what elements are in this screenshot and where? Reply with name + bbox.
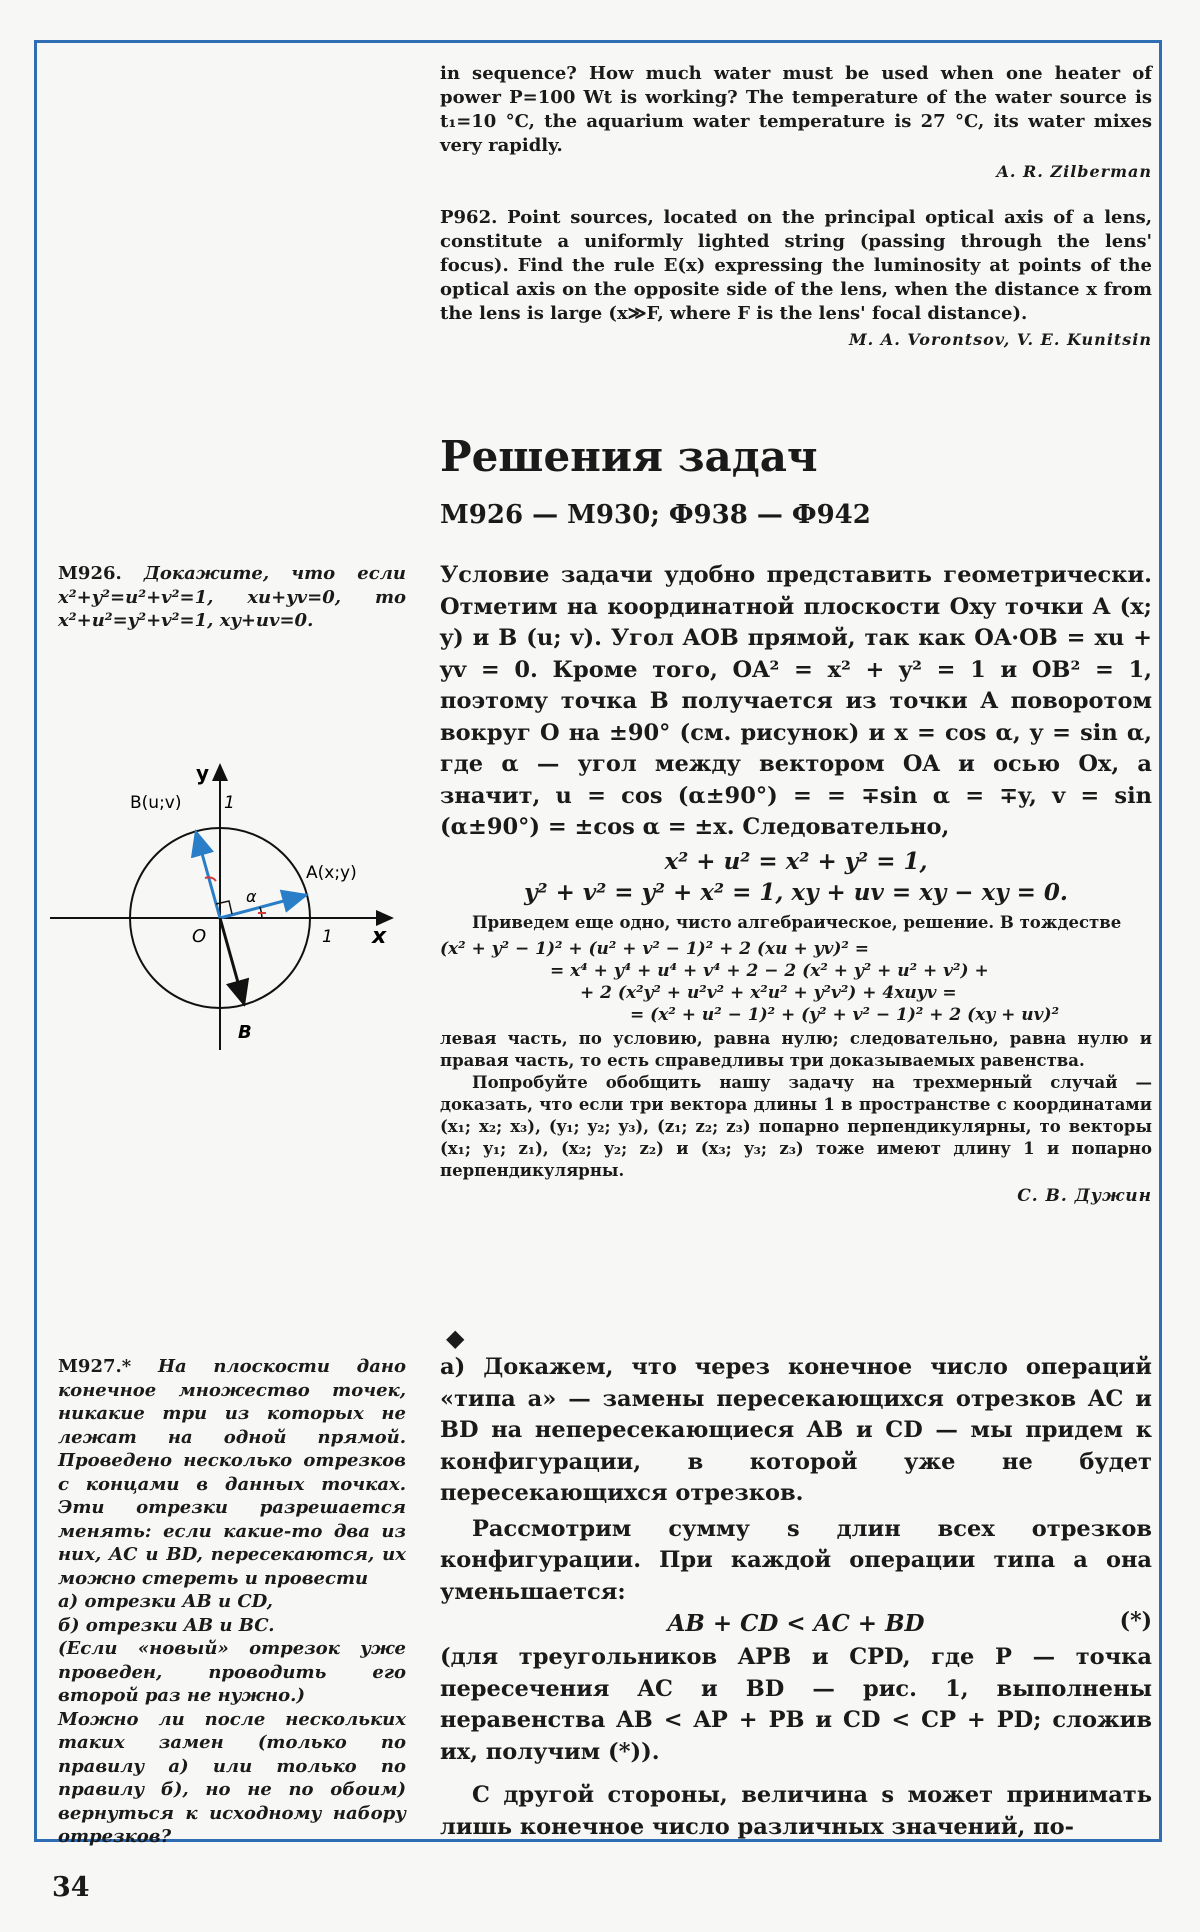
label-alpha: α bbox=[246, 887, 257, 906]
section-title: Решения задач bbox=[440, 432, 818, 481]
m926-statement-text: Докажите, что если x²+y²=u²+v²=1, xu+yv=0, то x²+u²=y²+v²=1, xy+uv=0. bbox=[58, 563, 406, 631]
vector-ob-top bbox=[196, 832, 220, 918]
p962-problem bbox=[440, 206, 1152, 349]
m926-identity-3: + 2 (x²y² + u²v² + x²u² + y²v²) + 4xuyv = bbox=[580, 982, 957, 1003]
m926-id: М926. bbox=[58, 563, 122, 584]
m926-alt-conclusion: левая часть, по условию, равна нулю; следовательно, равна нулю и правая часть, то есть справедливы три доказываемых равенства. bbox=[440, 1028, 1152, 1070]
p962-text: Point sources, located on the principal optical axis of a lens, constitute a uniformly lighted string (passing through the lens' focus). Find the rule E(x) expressing the luminosity at points of the optical axis on the opposite side of the lens, when the distance x from the lens is large (x≫F, where F is the lens' focal distance). bbox=[440, 207, 1152, 324]
label-y: y bbox=[196, 761, 210, 785]
m927-question: Можно ли после нескольких таких замен (только по правилу а) или только по правилу б), но не по обоим) вернуться к исходному набору отрезков? bbox=[58, 1708, 406, 1847]
m927-formula-tag: (*) bbox=[1119, 1608, 1152, 1634]
p961-text: in sequence? How much water must be used when one heater of power P=100 Wt is working? The temperature of the water source is t₁=10 °C, the aquarium water temperature is 27 °C, its water mixes very rapidly. bbox=[440, 63, 1152, 156]
label-a: A(x;y) bbox=[306, 863, 357, 883]
m927-formula: AB + CD < AC + BD bbox=[667, 1610, 925, 1637]
m927-solution bbox=[440, 1352, 1152, 1843]
label-b: B bbox=[238, 1022, 252, 1043]
unit-circle-figure bbox=[40, 750, 410, 1060]
m926-author: С. В. Дужин bbox=[1017, 1185, 1152, 1206]
m927-formula-row bbox=[440, 1608, 1152, 1642]
m927-solution-p2: Рассмотрим сумму s длин всех отрезков конфигурации. При каждой операции типа a она уменьшается: bbox=[440, 1515, 1152, 1605]
m927-statement-2: (Если «новый» отрезок уже проведен, проводить его второй раз не нужно.) bbox=[58, 1638, 406, 1706]
m926-solution-p1: Условие задачи удобно представить геометрически. Отметим на координатной плоскости Oxy точки A (x; y) и B (u; v). Угол AOB прямой, так как OA·OB = xu + yv = 0. Кроме того, OA² = x² + y² = 1 и OB² = 1, поэтому точка B получается из точки A поворотом вокруг O на ±90° (см. рисунок) и x = cos α, y = sin α, где α — угол между вектором OA и осью Ox, а значит, u = cos (α±90°) = = ∓sin α = ∓y, v = sin (α±90°) = ±cos α = ±x. Следовательно, bbox=[440, 562, 1152, 840]
m927-statement-1: На плоскости дано конечное множество точек, никакие три из которых не лежат на одной прямой. Проведено несколько отрезков с концами в данных точках. Эти отрезки разрешается менять: если какие-то два из них, AC и BD, пересекаются, их можно стереть и провести bbox=[58, 1356, 406, 1589]
m926-formula-1: x² + u² = x² + y² = 1, bbox=[664, 847, 928, 875]
p962-author: M. A. Vorontsov, V. E. Kunitsin bbox=[848, 330, 1152, 349]
m926-generalization: Попробуйте обобщить нашу задачу на трехмерный случай — доказать, что если три вектора длины 1 в пространстве с координатами (x₁; x₂; x₃), (y₁; y₂; y₃), (z₁; z₂; z₃) попарно перпендикулярны, то векторы (x₁; y₁; z₁), (x₂; y₂; z₂) и (x₃; y₃; z₃) тоже имеют длину 1 и попарно перпендикулярны. bbox=[440, 1072, 1152, 1180]
m927-solution-p1: а) Докажем, что через конечное число операций «типа а» — замены пересекающихся отрезков AC и BD на непересекающиеся AB и CD — мы придем к конфигурации, в которой уже не будет пересекающихся отрезков. bbox=[440, 1354, 1152, 1506]
m926-statement bbox=[58, 562, 406, 633]
m926-solution bbox=[440, 560, 1152, 1206]
page-number: 34 bbox=[52, 1872, 90, 1903]
m926-formula-2: y² + v² = y² + x² = 1, xy + uv = xy − xy = 0. bbox=[524, 878, 1068, 906]
m927-option-b: б) отрезки AB и BC. bbox=[58, 1614, 275, 1636]
label-one-right: 1 bbox=[322, 927, 333, 947]
m927-option-a: а) отрезки AB и CD, bbox=[58, 1591, 273, 1612]
p961-author: A. R. Zilberman bbox=[996, 162, 1152, 181]
m927-id: М927.* bbox=[58, 1356, 132, 1377]
m927-statement bbox=[58, 1355, 406, 1849]
vector-oa bbox=[220, 895, 306, 918]
vector-ob bbox=[220, 918, 244, 1004]
m926-alt-intro: Приведем еще одно, чисто алгебраическое, решение. В тождестве bbox=[472, 912, 1122, 932]
m926-identity-4: = (x² + u² − 1)² + (y² + v² − 1)² + 2 (xy + uv)² bbox=[630, 1004, 1060, 1025]
label-origin: O bbox=[192, 926, 207, 947]
m926-identity-2: = x⁴ + y⁴ + u⁴ + v⁴ + 2 − 2 (x² + y² + u² + v²) + bbox=[550, 960, 989, 981]
p961-tail bbox=[440, 62, 1152, 181]
section-subtitle: М926 — М930; Ф938 — Ф942 bbox=[440, 500, 871, 530]
label-x: x bbox=[372, 924, 387, 949]
label-b-top: B(u;v) bbox=[130, 793, 182, 813]
m926-identity-1: (x² + y² − 1)² + (u² + v² − 1)² + 2 (xu + yv)² = bbox=[440, 938, 870, 959]
diamond-icon: ◆ bbox=[446, 1324, 465, 1352]
p962-id: P962. bbox=[440, 207, 498, 228]
label-one-top: 1 bbox=[224, 793, 235, 813]
m927-solution-p4: С другой стороны, величина s может принимать лишь конечное число различных значений, по- bbox=[440, 1782, 1152, 1840]
m927-solution-p3: (для треугольников APB и CPD, где P — точка пересечения AC и BD — рис. 1, выполнены неравенства AB < AP + PB и CD < CP + PD; сложив их, получим (*)). bbox=[440, 1644, 1152, 1765]
